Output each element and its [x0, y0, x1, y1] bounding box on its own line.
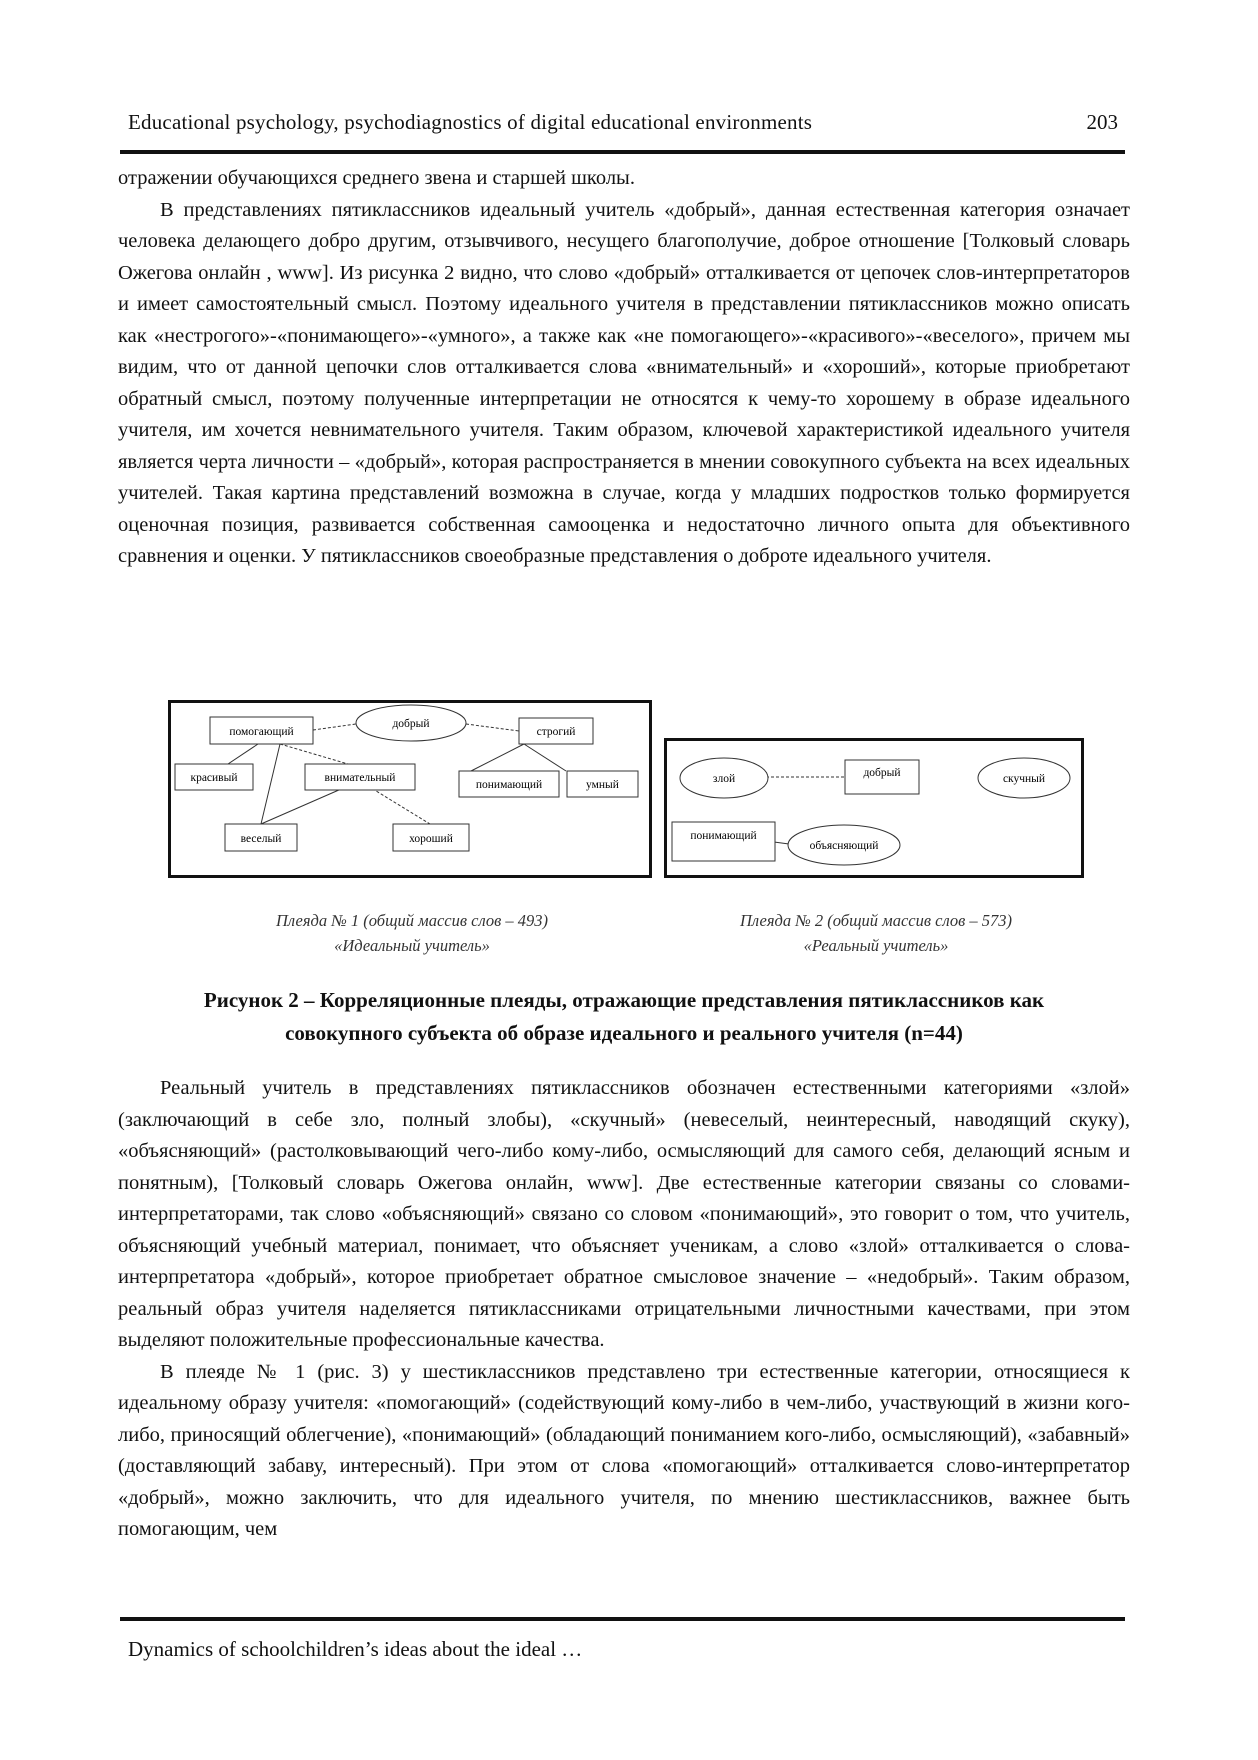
body-text-bottom: [118, 1073, 1130, 1546]
caption-line: Плеяда № 2 (общий массив слов – 573): [739, 911, 1013, 930]
figure-title-line: Рисунок 2 – Корреляционные плеяды, отражающие представления пятиклассников как: [203, 988, 1045, 1012]
node-label: понимающий: [690, 830, 757, 842]
caption-line: Плеяда № 1 (общий массив слов – 493): [275, 911, 549, 930]
pleiad-2-diagram: [664, 738, 1084, 878]
caption-line: «Реальный учитель»: [803, 936, 949, 955]
pleiad-1-diagram: [168, 700, 652, 878]
node-label: умный: [586, 779, 619, 791]
body-text-top: [118, 163, 1130, 573]
pleiad-2-caption: [676, 908, 1076, 958]
node-label: строгий: [536, 726, 576, 738]
journal-title: Educational psychology, psychodiagnostics of digital educational environments: [128, 110, 813, 134]
page-number: 203: [1086, 110, 1118, 134]
node-label: хороший: [409, 833, 453, 845]
running-header: [128, 110, 1118, 146]
paragraph: Реальный учитель в представлениях пятиклассников обозначен естественными категориями «злой» (заключающий в себе зло, полный злобы), «скучный» (невеселый, неинтересный, наводящий скуку), «объясняющий» (растолковывающий чего-либо кому-либо, осмысляющий для самого себя, делающий ясным и понятным), [Толковый словарь Ожегова онлайн, www]. Две естественные категории связаны со словами-интерпретаторами, так слово «объясняющий» связано со словом «понимающий», это говорит о том, что учитель, объясняющий учебный материал, понимает, что объясняет ученикам, а слово «злой» отталкивается о слова-интерпретатора «добрый», которое приобретает обратное смысловое значение – «недобрый». Таким образом, реальный образ учителя наделяется пятиклассниками отрицательными личностными качествами, при этом выделяют положительные профессиональные качества.: [118, 1077, 1130, 1351]
node-label: веселый: [240, 833, 282, 845]
node-label: скучный: [1002, 773, 1046, 785]
node-label: красивый: [190, 772, 238, 784]
node-label: объясняющий: [809, 840, 879, 852]
node-label: добрый: [392, 718, 430, 730]
node-label: злой: [712, 773, 736, 785]
node-label: добрый: [863, 767, 901, 779]
paragraph: В плеяде № 1 (рис. 3) у шестиклассников представлено три естественные категории, относящиеся к идеальному образу учителя: «помогающий» (содействующий кому-либо в чем-либо, участвующий в жизни кого-либо, приносящий облегчение), «понимающий» (обладающий пониманием кого-либо, осмысляющий), «забавный» (доставляющий забаву, интересный). При этом от слова «помогающий» отталкивается слово-интерпретатор «добрый», можно заключить, что для идеального учителя, по мнению шестиклассников, важнее быть помогающим, чем: [118, 1360, 1130, 1540]
node-label: помогающий: [229, 726, 294, 738]
running-footer: Dynamics of schoolchildren’s ideas about the ideal …: [128, 1637, 583, 1661]
node-label: понимающий: [475, 779, 543, 791]
figure-title-line: совокупного субъекта об образе идеального и реального учителя (n=44): [285, 1021, 963, 1045]
figure-title: [118, 984, 1130, 1050]
header-rule: [120, 150, 1125, 154]
paragraph: В представлениях пятиклассников идеальный учитель «добрый», данная естественная категория означает человека делающего добро другим, отзывчивого, несущего благополучие, доброе отношение [Толковый словарь Ожегова онлайн , www]. Из рисунка 2 видно, что слово «добрый» отталкивается от цепочек слов-интерпретаторов и имеет самостоятельный смысл. Поэтому идеального учителя в представлении пятиклассников можно описать как «нестрогого»-«понимающего»-«умного», а также как «не помогающего»-«красивого»-«веселого», причем мы видим, что от данной цепочки слов отталкивается слова «внимательный» и «хороший», которые приобретают обратный смысл, поэтому полученные интерпретации не относятся к чему-то хорошему в образе идеального учителя, им хочется невнимательного учителя. Таким образом, ключевой характеристикой идеального учителя является черта личности – «добрый», которая распространяется в мнении совокупного субъекта на всех идеальных учителей. Такая картина представлений возможна в случае, когда у младших подростков только формируется оценочная позиция, развивается собственная самооценка и недостаточно личного опыта для объективного сравнения и оценки. У пятиклассников своеобразные представления о доброте идеального учителя.: [118, 198, 1130, 567]
caption-line: «Идеальный учитель»: [334, 936, 490, 955]
node-label: внимательный: [324, 772, 396, 784]
footer-rule: [120, 1617, 1125, 1621]
pleiad-1-caption: [212, 908, 612, 958]
paragraph: отражении обучающихся среднего звена и старшей школы.: [118, 167, 635, 189]
